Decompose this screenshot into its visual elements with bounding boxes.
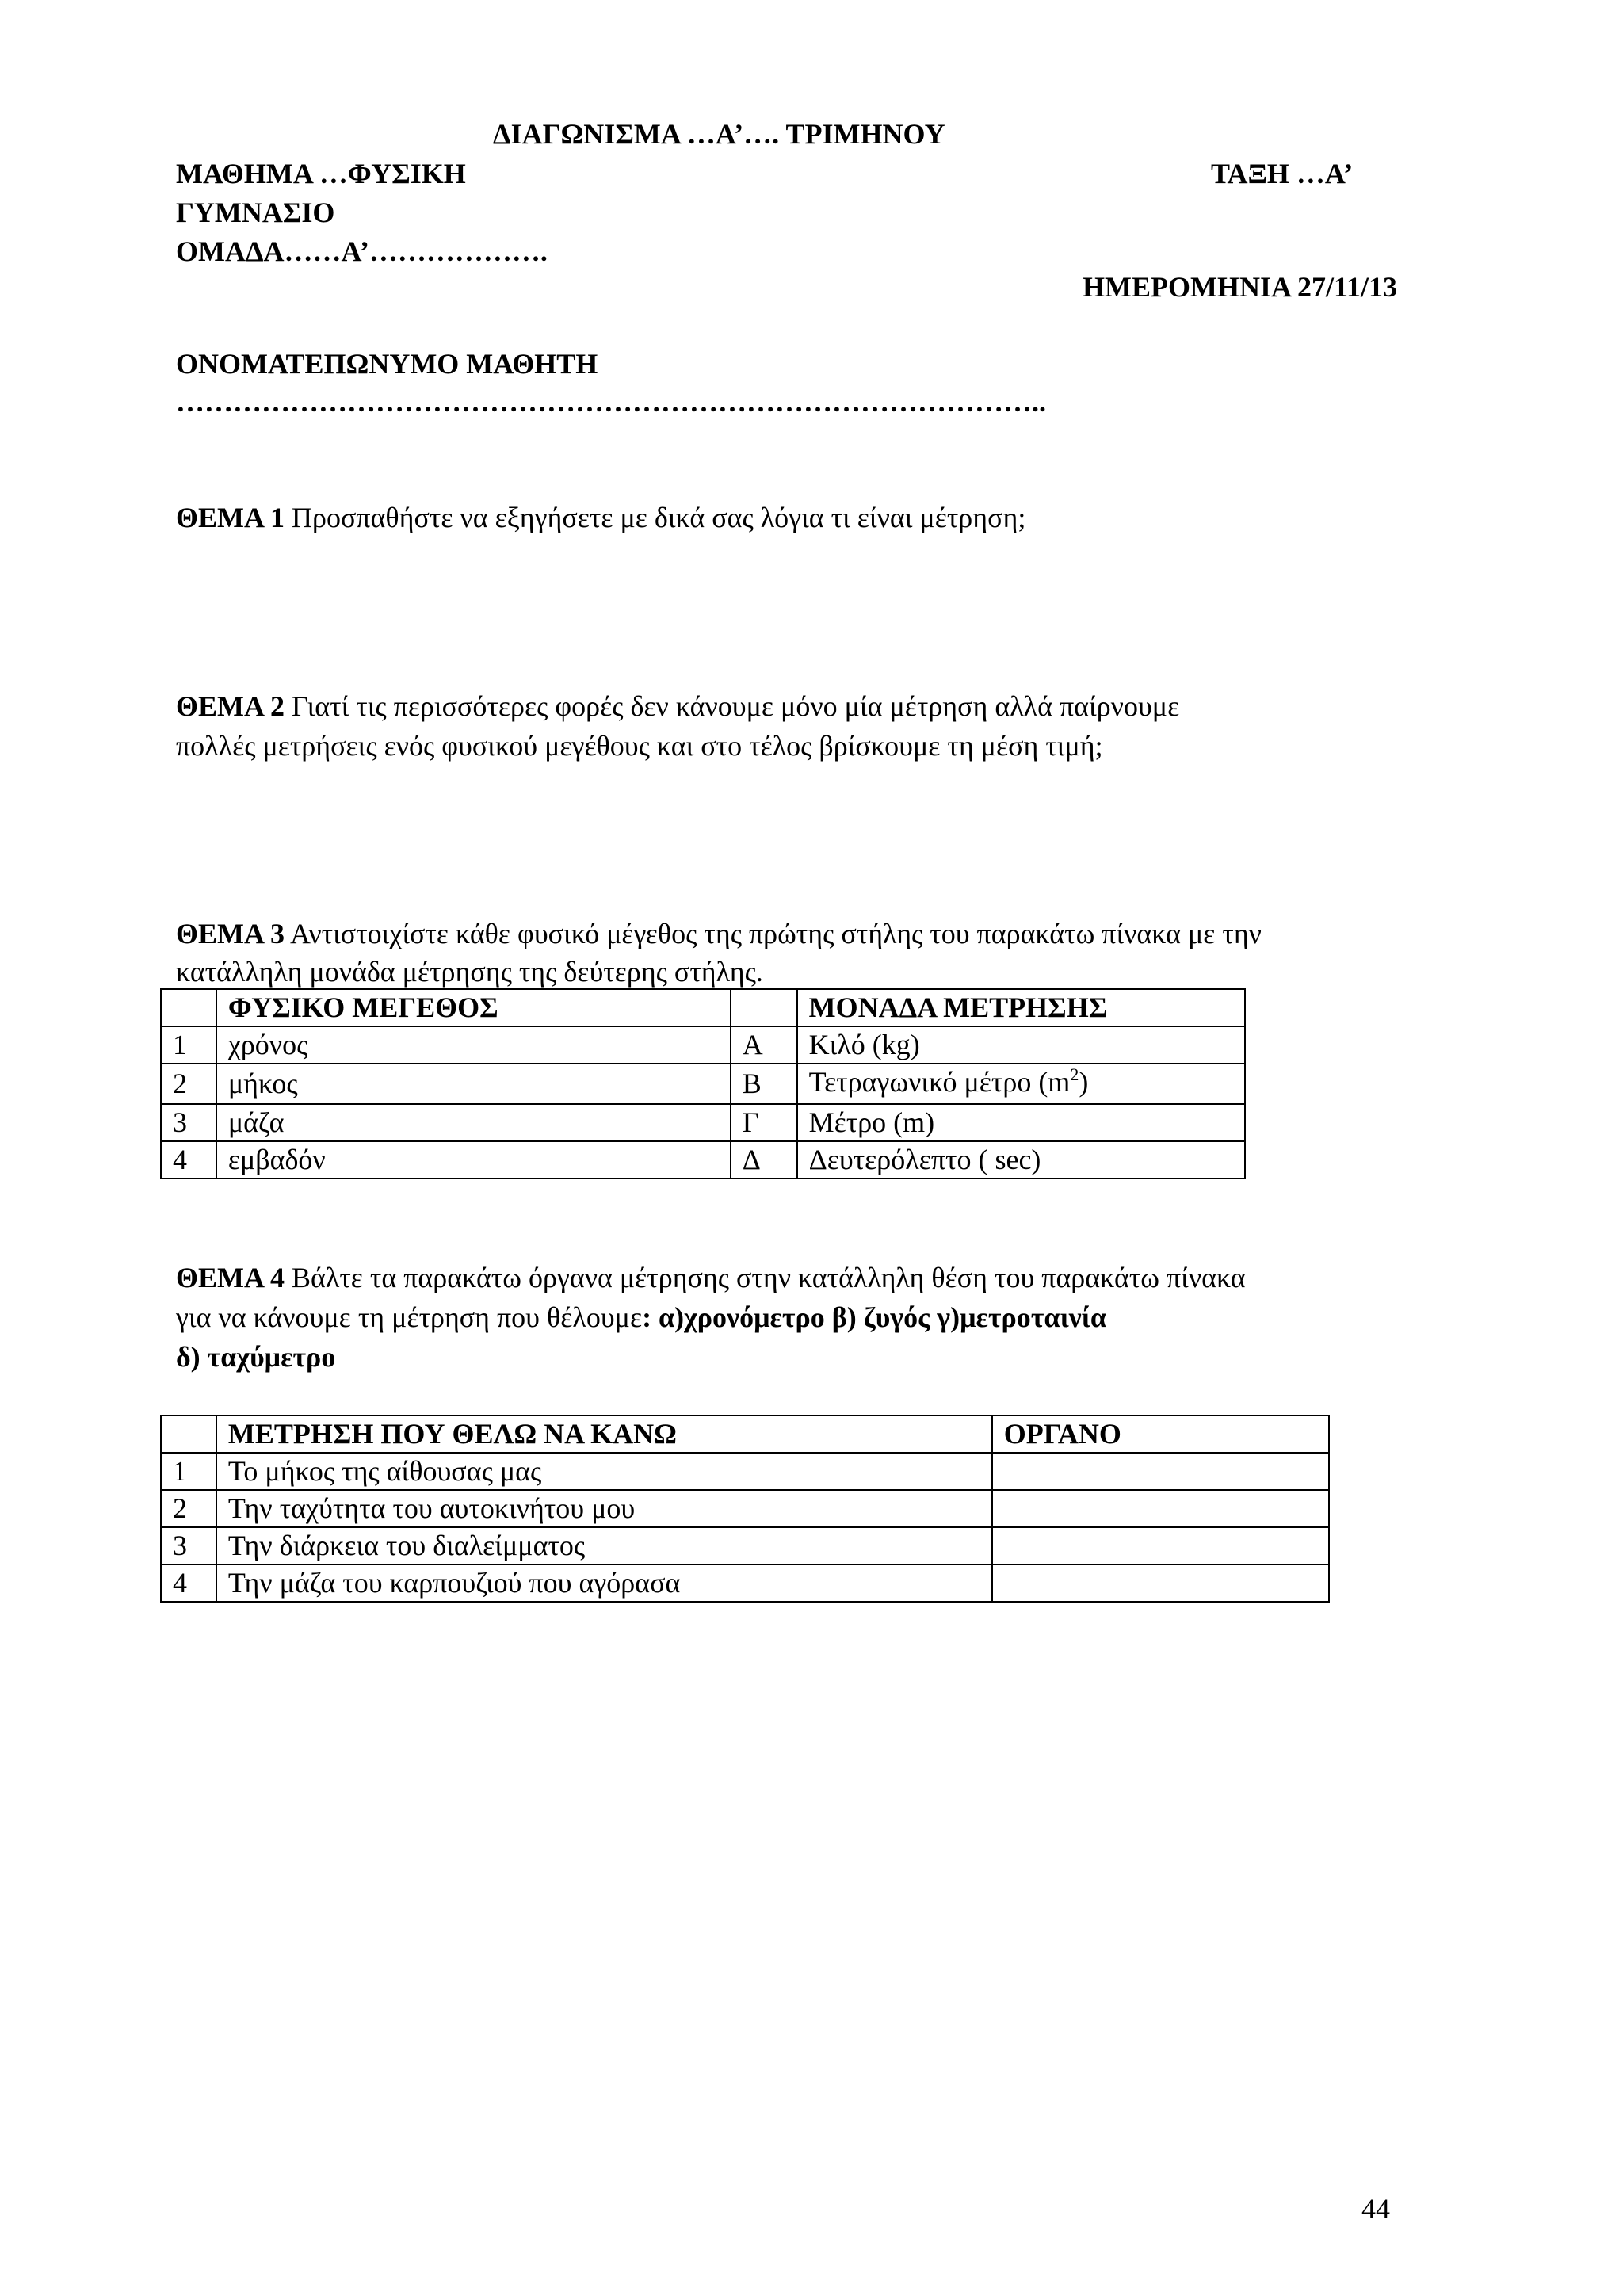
table-cell [731, 989, 797, 1026]
table-row [161, 1141, 1245, 1179]
table-row [161, 1064, 1245, 1104]
page-number: 44 [1361, 2193, 1390, 2225]
row-number: 2 [161, 1064, 216, 1104]
question-1-text: Προσπαθήστε να εξηγήσετε με δικά σας λόγια τι είναι μέτρηση; [285, 502, 1026, 533]
question-1 [176, 501, 1025, 535]
header-instrument: ΟΡΓΑΝΟ [992, 1415, 1329, 1453]
table-header-row [161, 989, 1245, 1026]
row-number: 1 [161, 1026, 216, 1064]
unit-cell: Μέτρο (m) [797, 1104, 1245, 1141]
quantity-cell: μάζα [216, 1104, 731, 1141]
letter-cell: Β [731, 1064, 797, 1104]
unit-cell [797, 1064, 1245, 1104]
question-2-line-2: πολλές μετρήσεις ενός φυσικού μεγέθους και στο τέλος βρίσκουμε τη μέση τιμή; [176, 730, 1103, 762]
unit-text-end: ) [1079, 1066, 1089, 1098]
question-4-label: ΘΕΜΑ 4 [176, 1262, 285, 1293]
letter-cell: Α [731, 1026, 797, 1064]
instrument-cell[interactable] [992, 1564, 1329, 1602]
group-line: ΟΜΑΔΑ……Α’………………. [176, 235, 548, 267]
row-number: 2 [161, 1490, 216, 1527]
question-4-text-2: για να κάνουμε τη μέτρηση που θέλουμε [176, 1301, 643, 1333]
row-number: 4 [161, 1141, 216, 1179]
instrument-cell[interactable] [992, 1490, 1329, 1527]
exam-title: ΔΙΑΓΩΝΙΣΜΑ …Α’…. ΤΡΙΜΗΝΟΥ [493, 118, 945, 150]
header-unit: ΜΟΝΑΔΑ ΜΕΤΡΗΣΗΣ [797, 989, 1245, 1026]
question-4-line-2 [176, 1301, 1106, 1335]
question-3-label: ΘΕΜΑ 3 [176, 918, 285, 949]
table-row [161, 1564, 1329, 1602]
quantity-cell: μήκος [216, 1064, 731, 1104]
table-header-row [161, 1415, 1329, 1453]
instrument-cell[interactable] [992, 1527, 1329, 1564]
unit-cell: Κιλό (kg) [797, 1026, 1245, 1064]
table-row [161, 1490, 1329, 1527]
student-name-label: ΟΝΟΜΑΤΕΠΩΝΥΜΟ ΜΑΘΗΤΗ [176, 348, 598, 380]
class-line: ΤΑΞΗ …Α’ [1211, 158, 1354, 189]
measurement-cell: Το μήκος της αίθουσας μας [216, 1453, 992, 1490]
student-name-dots: ……………………………………………………………………………….. [176, 386, 1046, 418]
school-line: ΓΥΜΝΑΣΙΟ [176, 197, 335, 228]
question-3-line-2: κατάλληλη μονάδα μέτρησης της δεύτερης στήλης. [176, 956, 763, 988]
question-4-text-1: Βάλτε τα παρακάτω όργανα μέτρησης στην κατάλληλη θέση του παρακάτω πίνακα [285, 1262, 1246, 1293]
quantity-cell: εμβαδόν [216, 1141, 731, 1179]
instrument-cell[interactable] [992, 1453, 1329, 1490]
question-2-line-1 [176, 690, 1179, 724]
table-cell [161, 1415, 216, 1453]
question-2-text-1: Γιατί τις περισσότερες φορές δεν κάνουμε μόνο μία μέτρηση αλλά παίρνουμε [285, 690, 1180, 722]
measurement-cell: Την μάζα του καρπουζιού που αγόρασα [216, 1564, 992, 1602]
row-number: 3 [161, 1104, 216, 1141]
question-2-label: ΘΕΜΑ 2 [176, 690, 285, 722]
measurement-cell: Την διάρκεια του διαλείμματος [216, 1527, 992, 1564]
question-4-line-3: δ) ταχύμετρο [176, 1341, 336, 1373]
unit-superscript: 2 [1070, 1064, 1079, 1084]
letter-cell: Γ [731, 1104, 797, 1141]
table-row [161, 1104, 1245, 1141]
units-matching-table [160, 988, 1246, 1179]
question-4-instruments: : α)χρονόμετρο β) ζυγός γ)μετροταινία [642, 1301, 1106, 1333]
table-row [161, 1026, 1245, 1064]
subject-line: ΜΑΘΗΜΑ …ΦΥΣΙΚΗ [176, 158, 466, 189]
question-1-label: ΘΕΜΑ 1 [176, 502, 285, 533]
question-3-text-1: Αντιστοιχίστε κάθε φυσικό μέγεθος της πρώτης στήλης του παρακάτω πίνακα με την [285, 918, 1262, 949]
question-3-line-1 [176, 917, 1262, 951]
letter-cell: Δ [731, 1141, 797, 1179]
measurement-cell: Την ταχύτητα του αυτοκινήτου μου [216, 1490, 992, 1527]
table-row [161, 1453, 1329, 1490]
question-4-line-1 [176, 1261, 1246, 1295]
row-number: 4 [161, 1564, 216, 1602]
unit-cell: Δευτερόλεπτο ( sec) [797, 1141, 1245, 1179]
table-cell [161, 989, 216, 1026]
table-row [161, 1527, 1329, 1564]
unit-text: Τετραγωνικό μέτρο (m [808, 1066, 1071, 1098]
header-measurement: ΜΕΤΡΗΣΗ ΠΟΥ ΘΕΛΩ ΝΑ ΚΑΝΩ [216, 1415, 992, 1453]
row-number: 1 [161, 1453, 216, 1490]
row-number: 3 [161, 1527, 216, 1564]
quantity-cell: χρόνος [216, 1026, 731, 1064]
date-line: ΗΜΕΡΟΜΗΝΙΑ 27/11/13 [1083, 271, 1398, 303]
header-quantity: ΦΥΣΙΚΟ ΜΕΓΕΘΟΣ [216, 989, 731, 1026]
instruments-table [160, 1415, 1330, 1603]
